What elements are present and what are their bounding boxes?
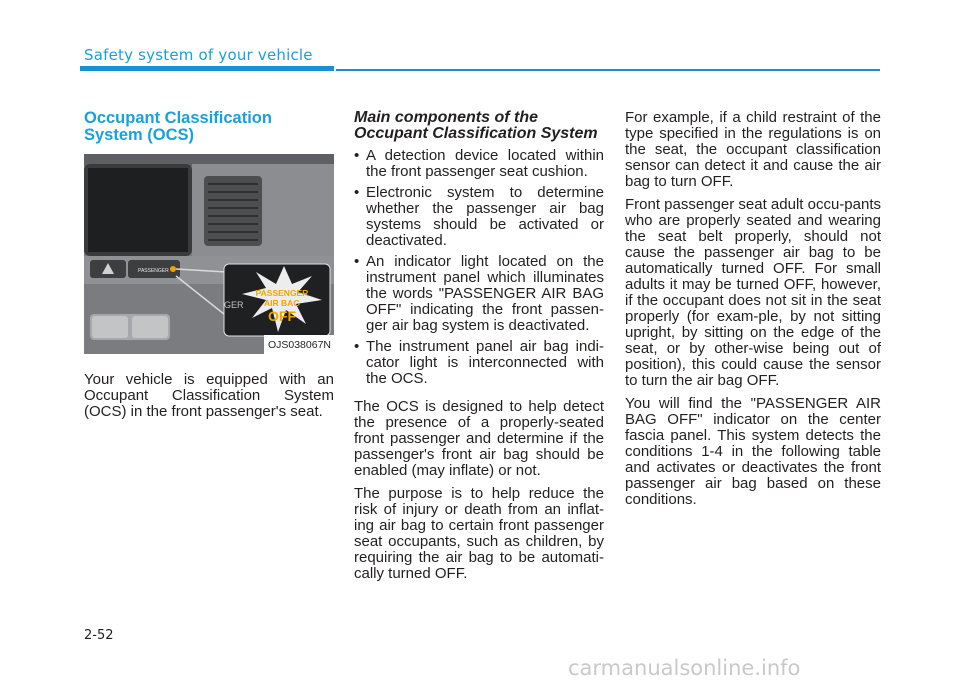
intro-paragraph: Your vehicle is equipped with an Occupant Classification System (OCS) in the front passenger's seat. bbox=[84, 371, 334, 420]
dashboard-illustration bbox=[84, 154, 334, 354]
header-rule bbox=[336, 69, 880, 71]
list-item: • An indicator light located on the instrument panel which illuminates the words "PASSENGER AIR BAG OFF" indicating the front passen-ger air bag system is deactivated. bbox=[354, 254, 604, 334]
column-3 bbox=[625, 110, 881, 515]
figure-code: OJS038067N bbox=[264, 335, 334, 354]
body-paragraph: The OCS is designed to help detect the presence of a properly-seated front passenger and determine if the passenger's front air bag should be enabled (may inflate) or not. bbox=[354, 398, 604, 479]
component-list bbox=[354, 148, 604, 387]
column-2 bbox=[354, 110, 604, 589]
svg-text:OFF: OFF bbox=[268, 308, 296, 324]
list-item: • A detection device located within the front passenger seat cushion. bbox=[354, 148, 604, 180]
section-heading: Occupant Classification System (OCS) bbox=[84, 109, 272, 144]
body-paragraph: Front passenger seat adult occu-pants who are properly seated and wearing the seat belt properly, should not cause the passenger air bag to be automatically turned OFF. For small adults it may be turned OFF, however, if the occupant does not sit in the seat properly (for exam-ple, by not sitting upright, by sitting on the edge of the seat, or by other-wise being out of position), this could cause the sensor to turn the air bag OFF. bbox=[625, 196, 881, 389]
list-item: • The instrument panel air bag indi-cator light is interconnected with the OCS. bbox=[354, 339, 604, 387]
section-title: Safety system of your vehicle bbox=[84, 46, 313, 64]
column-1 bbox=[84, 110, 334, 427]
page-number: 2-52 bbox=[84, 628, 114, 643]
svg-text:PASSENGER: PASSENGER bbox=[138, 268, 169, 274]
subheading: Main components of the Occupant Classification System bbox=[354, 109, 598, 142]
list-item: • Electronic system to determine whether the passenger air bag systems should be activated or deactivated. bbox=[354, 185, 604, 249]
body-paragraph: For example, if a child restraint of the type specified in the regulations is on the seat, the occupant classification sensor can detect it and cause the air bag to turn OFF. bbox=[625, 109, 881, 190]
svg-text:GER: GER bbox=[224, 300, 244, 310]
body-paragraph: The purpose is to help reduce the risk of injury or death from an inflat-ing air bag to certain front passenger seat occupants, such as children, by requiring the air bag to be automati-cally turned OFF. bbox=[354, 485, 604, 582]
svg-text:PASSENGER: PASSENGER bbox=[255, 288, 309, 298]
watermark: carmanualsonline.info bbox=[568, 656, 801, 680]
header-bar bbox=[80, 66, 334, 71]
dashboard-figure bbox=[84, 154, 334, 354]
body-paragraph: You will find the "PASSENGER AIR BAG OFF" indicator on the center fascia panel. This system detects the conditions 1-4 in the following table and activates or deactivates the front passenger air bag based on these conditions. bbox=[625, 395, 881, 508]
svg-text:AIR BAG: AIR BAG bbox=[264, 298, 300, 308]
